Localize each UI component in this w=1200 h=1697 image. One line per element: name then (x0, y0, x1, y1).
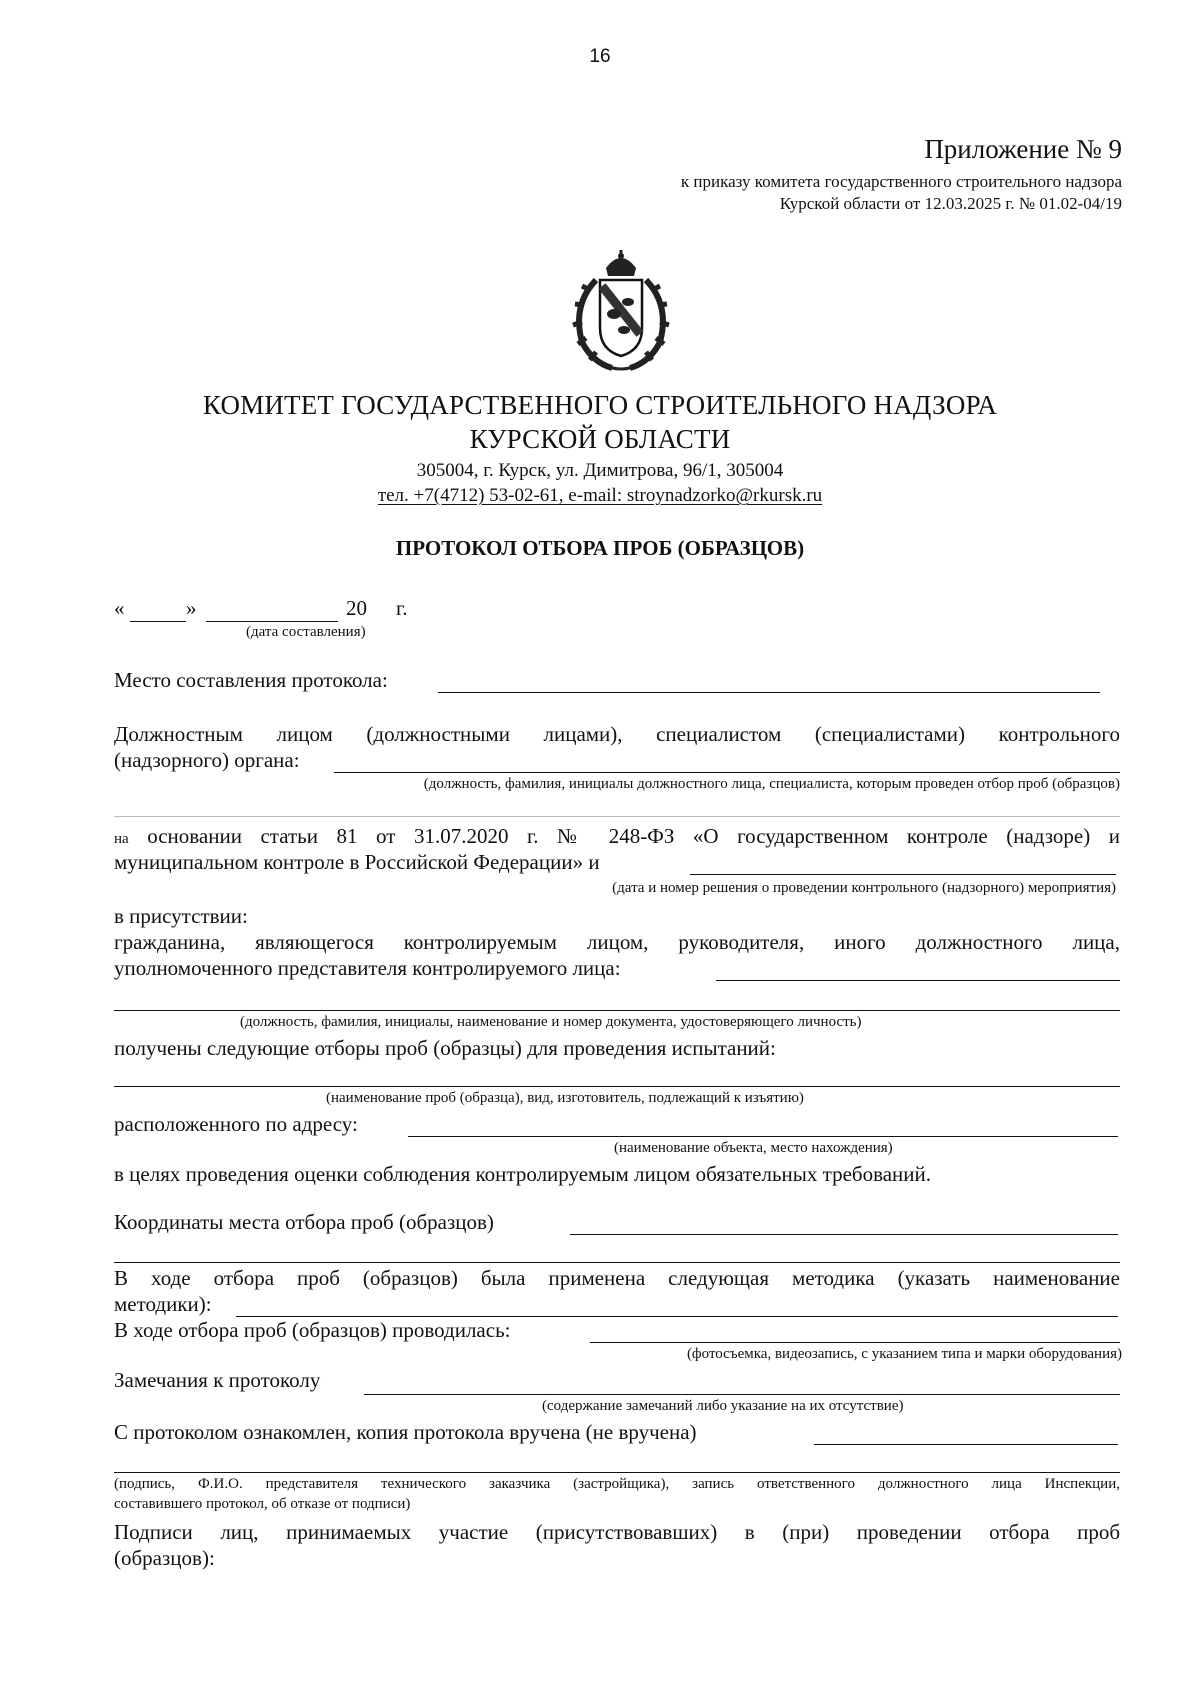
remarks-label: Замечания к протоколу (114, 1368, 321, 1392)
org-name-line2: КУРСКОЙ ОБЛАСТИ (469, 424, 731, 454)
date-month-field[interactable] (206, 621, 338, 622)
recording-label: В ходе отбора проб (образцов) проводилась: (114, 1318, 511, 1342)
remarks-caption: (содержание замечаний либо указание на их отсутствие) (542, 1398, 904, 1414)
presence-line2: уполномоченного представителя контролируемого лица: (114, 956, 621, 980)
samples-label: получены следующие отборы проб (образцы) для проведения испытаний: (114, 1036, 776, 1060)
basis-prefix: на (114, 831, 129, 847)
samples-field[interactable] (114, 1086, 1120, 1087)
coordinates-field[interactable] (570, 1234, 1118, 1235)
protocol-title: ПРОТОКОЛ ОТБОРА ПРОБ (ОБРАЗЦОВ) (395, 536, 805, 560)
appendix-order-line2: Курской области от 12.03.2025 г. № 01.02-04/19 (779, 194, 1122, 213)
address-caption: (наименование объекта, место нахождения) (614, 1140, 893, 1156)
org-address: 305004, г. Курск, ул. Димитрова, 96/1, 305004 (416, 460, 784, 481)
presence-caption: (должность, фамилия, инициалы, наименование и номер документа, удостоверяющего личность) (240, 1014, 862, 1030)
date-year-suffix: г. (396, 596, 408, 620)
date-close-quote: » (186, 596, 197, 620)
appendix-title: Приложение № 9 (924, 134, 1122, 164)
date-open-quote: « (114, 596, 125, 620)
official-line2: (надзорного) органа: (114, 748, 300, 772)
method-line2: методики): (114, 1292, 212, 1316)
org-name-line1: КОМИТЕТ ГОСУДАРСТВЕННОГО СТРОИТЕЛЬНОГО НАДЗОРА (202, 390, 998, 420)
org-contacts-wrap (0, 485, 1200, 507)
address-label: расположенного по адресу: (114, 1112, 358, 1136)
basis-line2: муниципальном контроле в Российской Федерации» и (114, 850, 600, 874)
basis-caption: (дата и номер решения о проведении контрольного (надзорного) мероприятия) (612, 880, 1116, 896)
page-number: 16 (589, 46, 611, 67)
basis-decision-field[interactable] (690, 874, 1116, 875)
official-caption: (должность, фамилия, инициалы должностного лица, специалиста, которым проведен отбор проб (образцов) (423, 776, 1120, 792)
place-label: Место составления протокола: (114, 668, 388, 692)
recording-caption: (фотосъемка, видеозапись, с указанием типа и марки оборудования) (686, 1346, 1122, 1362)
signatures-line1: Подписи лиц, принимаемых участие (присутствовавших) в (при) проведении отбора проб (114, 1520, 1120, 1544)
acknowledged-field[interactable] (814, 1444, 1118, 1445)
official-divider (114, 816, 1120, 817)
acknowledged-caption2: составившего протокол, об отказе от подписи) (114, 1496, 411, 1512)
coordinates-field-2[interactable] (114, 1262, 1120, 1263)
presence-field[interactable] (716, 980, 1120, 981)
official-field[interactable] (334, 772, 1120, 773)
kursk-coat-of-arms-icon (562, 250, 680, 375)
samples-caption: (наименование проб (образца), вид, изготовитель, подлежащий к изъятию) (326, 1090, 804, 1106)
method-line1: В ходе отбора проб (образцов) была применена следующая методика (указать наименование (114, 1266, 1120, 1290)
remarks-field[interactable] (364, 1394, 1120, 1395)
method-field[interactable] (236, 1316, 1118, 1317)
purpose-text: в целях проведения оценки соблюдения контролируемым лицом обязательных требований. (114, 1162, 932, 1186)
presence-line1: гражданина, являющегося контролируемым лицом, руководителя, иного должностного лица, (114, 930, 1120, 954)
org-contacts: тел. +7(4712) 53-02-61, e-mail: stroynadzorko@rkursk.ru (377, 485, 823, 506)
recording-field[interactable] (590, 1342, 1120, 1343)
date-day-field[interactable] (130, 621, 186, 622)
official-line1: Должностным лицом (должностными лицами), специалистом (специалистами) контрольного (114, 722, 1120, 746)
presence-field-2[interactable] (114, 1010, 1120, 1011)
acknowledged-field-2[interactable] (114, 1472, 1120, 1473)
acknowledged-caption1: (подпись, Ф.И.О. представителя технического заказчика (застройщика), запись ответственного должностного лица Инспекции, (114, 1476, 1120, 1492)
basis-text: основании статьи 81 от 31.07.2020 г. № 248-ФЗ «О государственном контроле (надзоре) и (128, 824, 1120, 848)
address-field[interactable] (408, 1136, 1118, 1137)
signatures-line2: (образцов): (114, 1546, 215, 1570)
basis-line1 (114, 824, 1120, 849)
place-field[interactable] (438, 692, 1100, 693)
appendix-order-line1: к приказу комитета государственного строительного надзора (680, 172, 1122, 191)
coordinates-label: Координаты места отбора проб (образцов) (114, 1210, 494, 1234)
presence-label: в присутствии: (114, 904, 248, 928)
date-caption: (дата составления) (246, 624, 366, 640)
acknowledged-label: С протоколом ознакомлен, копия протокола вручена (не вручена) (114, 1420, 697, 1444)
date-year-prefix: 20 (346, 596, 367, 620)
